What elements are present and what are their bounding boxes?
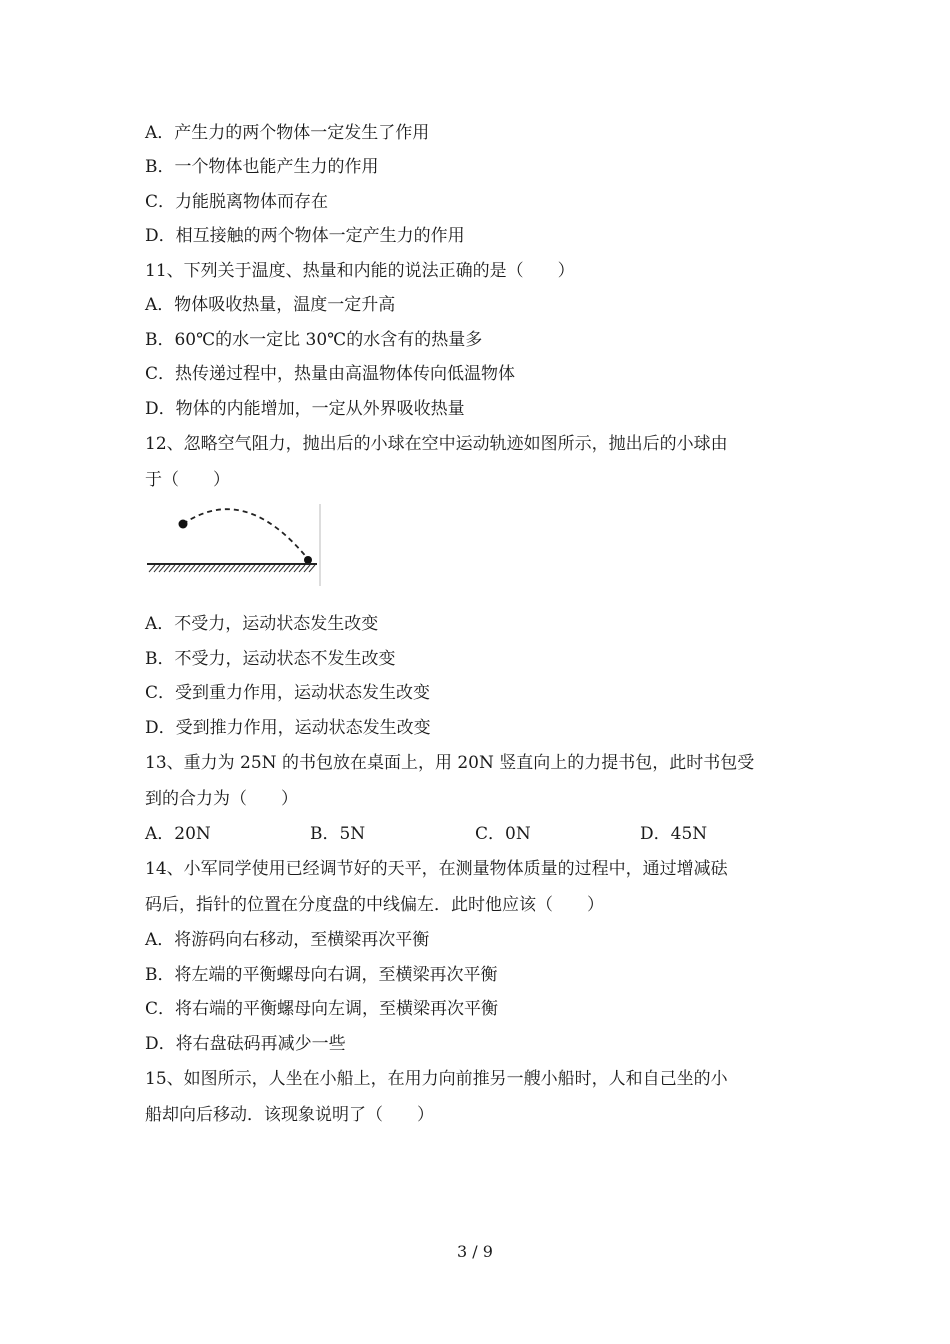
ball-start	[179, 520, 188, 529]
q12-stem-line1: 12、忽略空气阻力，抛出后的小球在空中运动轨迹如图所示，抛出后的小球由	[145, 434, 728, 454]
ball-trajectory-figure	[145, 500, 325, 590]
q12-option-d: D．受到推力作用，运动状态发生改变	[145, 718, 431, 738]
q11-stem: 11、下列关于温度、热量和内能的说法正确的是（ ）	[145, 261, 575, 281]
q14-option-b: B．将左端的平衡螺母向右调，至横梁再次平衡	[145, 965, 498, 985]
q14-stem-line1: 14、小军同学使用已经调节好的天平，在测量物体质量的过程中，通过增减砝	[145, 859, 728, 879]
q13-option-b: B．5N	[310, 824, 366, 844]
q14-option-c: C．将右端的平衡螺母向左调，至横梁再次平衡	[145, 999, 499, 1019]
q11-option-b: B．60℃的水一定比 30℃的水含有的热量多	[145, 330, 483, 350]
q10-option-a: A．产生力的两个物体一定发生了作用	[145, 123, 430, 143]
ground-hatch	[149, 565, 315, 572]
q10-option-c: C．力能脱离物体而存在	[145, 192, 329, 212]
q15-stem-line2: 船却向后移动．该现象说明了（ ）	[145, 1105, 434, 1125]
q13-option-c: C．0N	[475, 824, 531, 844]
q13-stem-line1: 13、重力为 25N 的书包放在桌面上，用 20N 竖直向上的力提书包，此时书包受	[145, 753, 755, 773]
q13-option-a: A．20N	[145, 824, 211, 844]
q11-option-a: A．物体吸收热量，温度一定升高	[145, 295, 396, 315]
q10-option-d: D．相互接触的两个物体一定产生力的作用	[145, 226, 465, 246]
q13-option-d: D．45N	[640, 824, 708, 844]
trajectory-path	[183, 509, 308, 559]
q14-option-a: A．将游码向右移动，至横梁再次平衡	[145, 930, 430, 950]
q12-option-a: A．不受力，运动状态发生改变	[145, 614, 379, 634]
q12-stem-line2: 于（ ）	[145, 470, 230, 490]
q12-option-b: B．不受力，运动状态不发生改变	[145, 649, 396, 669]
q12-option-c: C．受到重力作用，运动状态发生改变	[145, 683, 431, 703]
q13-stem-line2: 到的合力为（ ）	[145, 789, 298, 809]
q11-option-c: C．热传递过程中，热量由高温物体传向低温物体	[145, 364, 516, 384]
q11-option-d: D．物体的内能增加，一定从外界吸收热量	[145, 399, 465, 419]
page-number: 3 / 9	[457, 1242, 493, 1261]
q10-option-b: B．一个物体也能产生力的作用	[145, 157, 379, 177]
q15-stem-line1: 15、如图所示，人坐在小船上，在用力向前推另一艘小船时，人和自己坐的小	[145, 1069, 728, 1089]
q14-option-d: D．将右盘砝码再减少一些	[145, 1034, 346, 1054]
q14-stem-line2: 码后，指针的位置在分度盘的中线偏左．此时他应该（ ）	[145, 895, 604, 915]
ball-end	[304, 556, 312, 564]
